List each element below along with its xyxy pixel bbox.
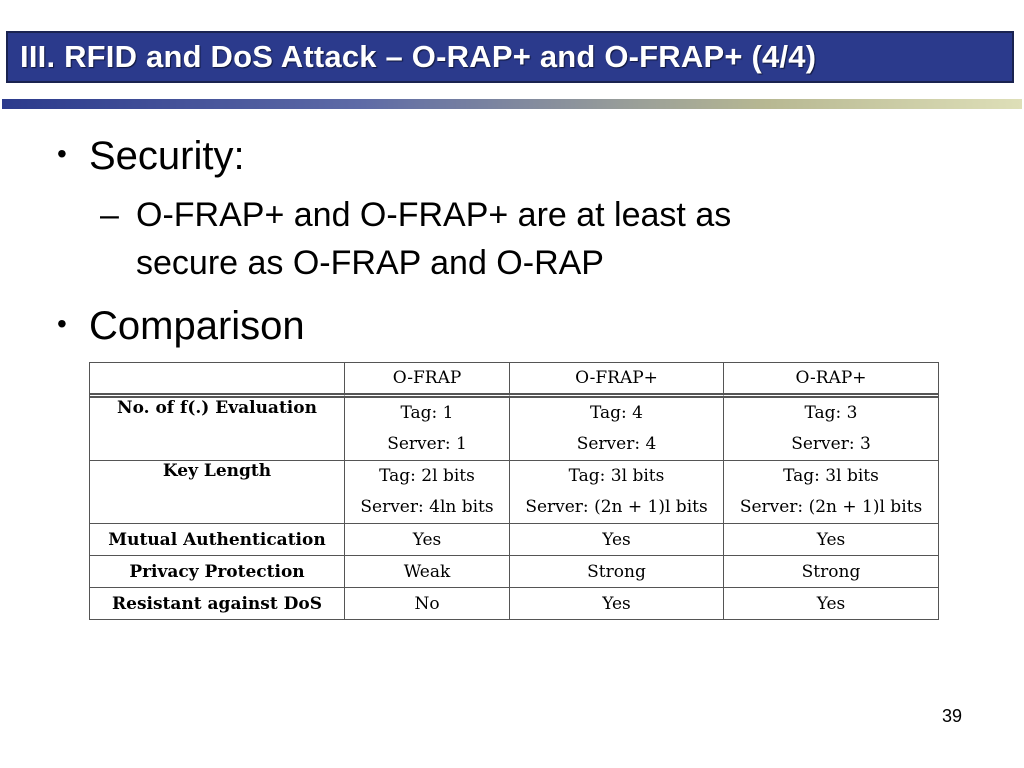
- row-label: Privacy Protection: [90, 556, 345, 588]
- table-cell: Tag: 4 Server: 4: [510, 398, 724, 461]
- title-divider: [2, 99, 1022, 109]
- sub-bullet-line1: O-FRAP+ and O-FRAP+ are at least as: [136, 196, 732, 234]
- row-label: No. of f(.) Evaluation: [90, 398, 345, 461]
- sub-bullet-line2: secure as O-FRAP and O-RAP: [136, 244, 604, 282]
- bullet-comparison: [57, 306, 305, 346]
- table-cell: No: [345, 588, 510, 619]
- table-cell: Yes: [345, 524, 510, 556]
- table-cell: Tag: 3l bits Server: (2n + 1)l bits: [510, 461, 724, 524]
- bullet-comparison-label: Comparison: [89, 304, 305, 348]
- row-label: Key Length: [90, 461, 345, 524]
- bullet-dot-icon: •: [57, 138, 67, 169]
- row-label: Resistant against DoS: [90, 588, 345, 619]
- table-row: [90, 588, 938, 619]
- page-number: 39: [941, 706, 962, 726]
- bullet-security: [57, 136, 245, 176]
- dash-icon: –: [100, 196, 119, 234]
- table-cell: Yes: [816, 593, 846, 614]
- table-row: [90, 398, 938, 461]
- table-header-row: [90, 363, 938, 398]
- comparison-table: [89, 362, 939, 620]
- table-cell: Strong: [724, 556, 938, 588]
- table-cell: Tag: 3l bits Server: (2n + 1)l bits: [724, 461, 938, 524]
- header-cell: O-FRAP+: [510, 363, 724, 398]
- table-cell: Tag: 3 Server: 3: [724, 398, 938, 461]
- table-cell: Yes: [510, 524, 724, 556]
- header-cell: [90, 363, 345, 398]
- table-cell: Tag: 1 Server: 1: [345, 398, 510, 461]
- table-cell: Yes: [724, 524, 938, 556]
- header-cell: O-FRAP: [345, 363, 510, 398]
- bullet-security-label: Security:: [89, 134, 245, 178]
- table-row: [90, 524, 938, 556]
- header-cell: O-RAP+: [724, 363, 938, 398]
- table-cell: Tag: 2l bits Server: 4ln bits: [345, 461, 510, 524]
- sub-bullet-security: [100, 191, 731, 287]
- row-label: Mutual Authentication: [90, 524, 345, 556]
- table-row: [90, 461, 938, 524]
- bullet-dot-icon: •: [57, 308, 67, 339]
- slide-title: III. RFID and DoS Attack – O-RAP+ and O-FRAP+ (4/4): [20, 39, 817, 74]
- slide-title-bar: [6, 31, 1014, 83]
- table-cell: Yes: [510, 588, 724, 619]
- table-cell: Strong: [510, 556, 724, 588]
- table-row: [90, 556, 938, 588]
- table-cell: Weak: [345, 556, 510, 588]
